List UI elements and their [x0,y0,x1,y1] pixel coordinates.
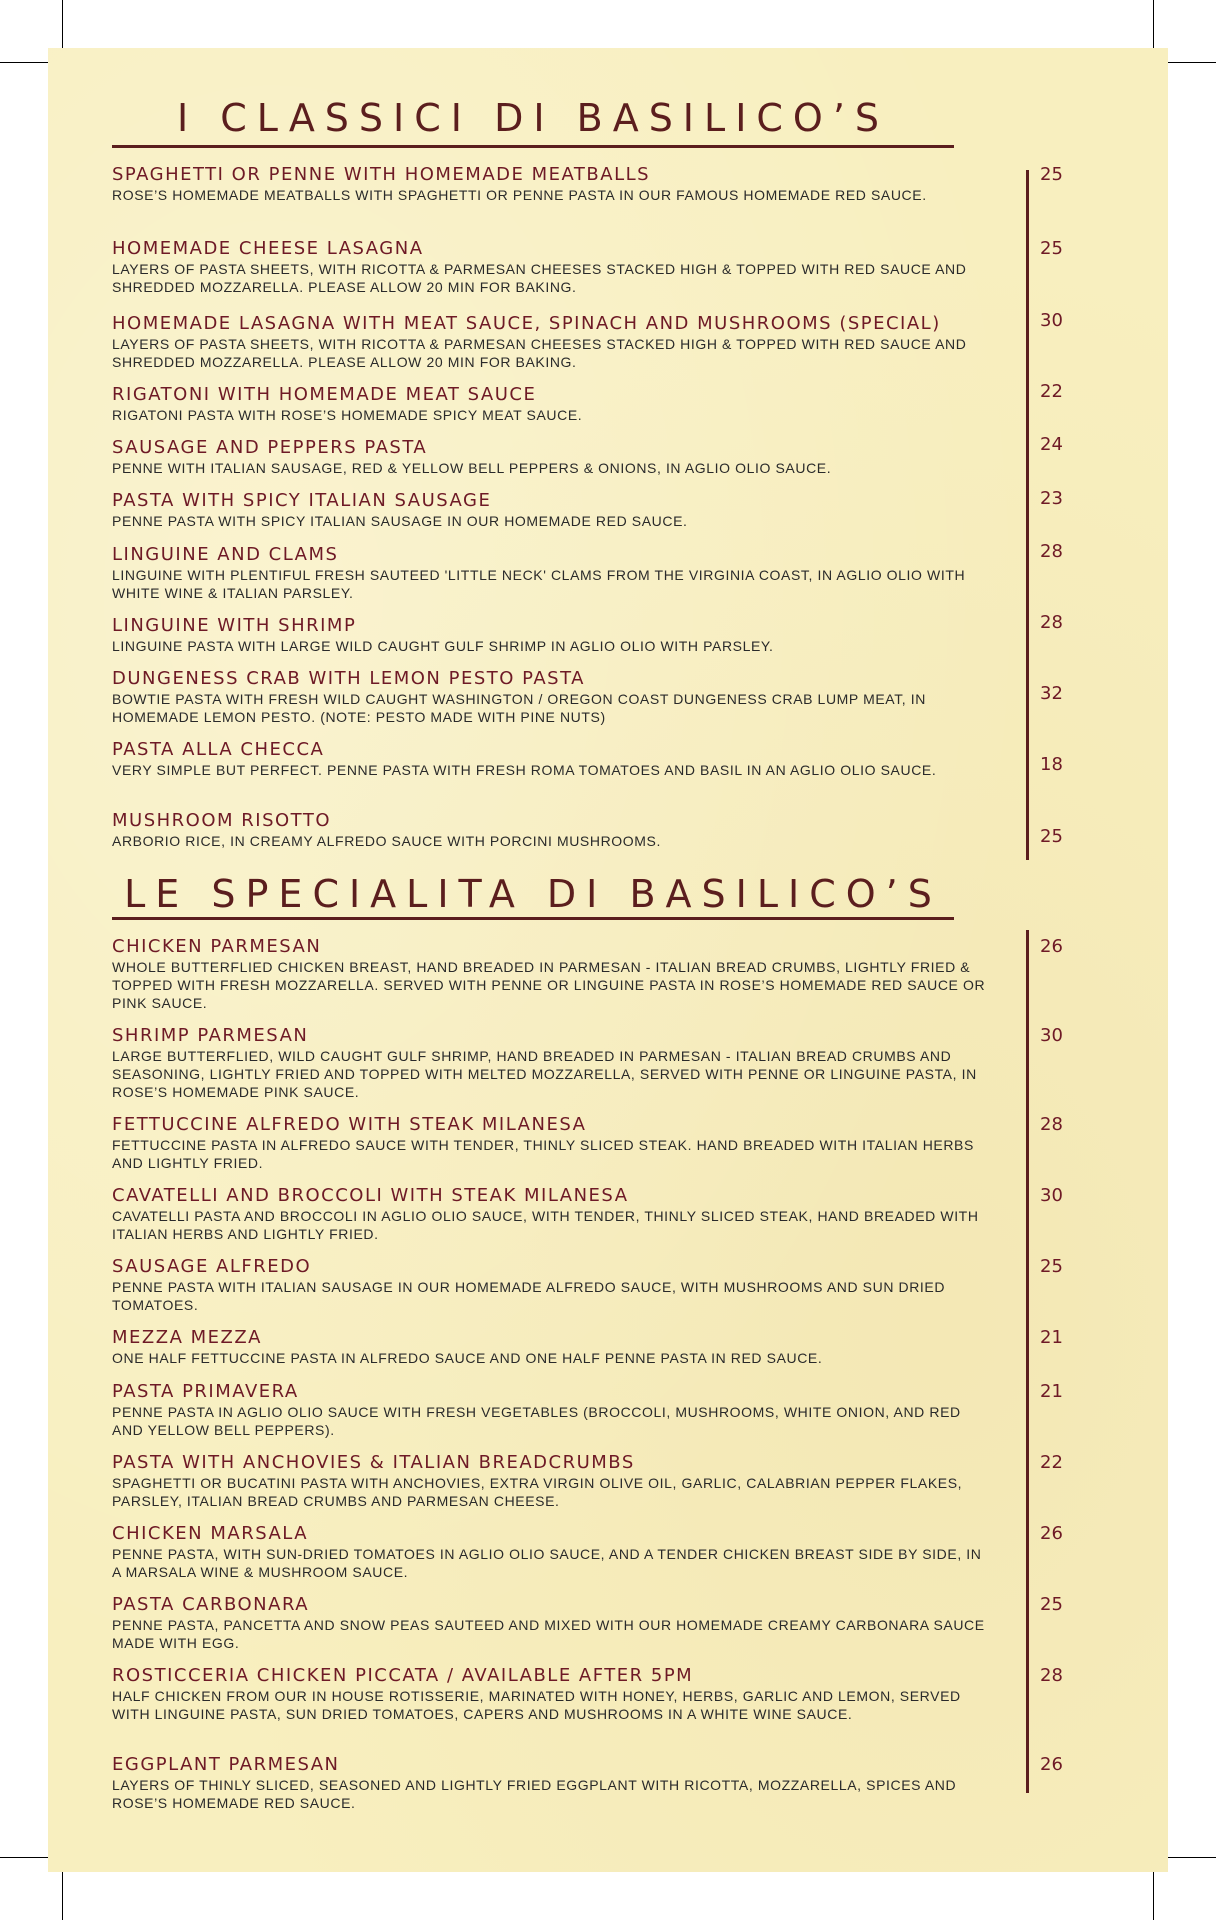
menu-item [112,544,992,602]
crop-mark [1168,62,1216,63]
menu-item [112,1452,992,1510]
menu-item-name: EGGPLANT PARMESAN [112,1754,340,1775]
menu-item-name: CAVATELLI AND BROCCOLI WITH STEAK MILANESA [112,1185,629,1206]
menu-item [112,739,992,779]
section-rule [112,145,954,148]
menu-item-price: 25 [1040,826,1063,847]
menu-item-description: VERY SIMPLE BUT PERFECT. PENNE PASTA WITH FRESH ROMA TOMATOES AND BASIL IN AN AGLIO OLIO SAUCE. [112,762,937,778]
menu-item-name: SAUSAGE ALFREDO [112,1256,312,1277]
menu-item [112,668,992,726]
section-rule [112,917,954,920]
menu-item-description: PENNE PASTA WITH ITALIAN SAUSAGE IN OUR HOMEMADE ALFREDO SAUCE, WITH MUSHROOMS AND SUN DRIED TOMATOES. [112,1279,946,1313]
menu-item-price: 26 [1040,1754,1063,1775]
menu-item-name: SAUSAGE AND PEPPERS PASTA [112,437,428,458]
crop-mark [1168,1857,1216,1858]
crop-mark [0,1857,48,1858]
menu-item-description: ONE HALF FETTUCCINE PASTA IN ALFREDO SAUCE AND ONE HALF PENNE PASTA IN RED SAUCE. [112,1350,823,1366]
menu-item-name: CHICKEN PARMESAN [112,936,322,957]
crop-mark [0,62,48,63]
menu-item [112,936,992,1012]
menu-item [112,1327,992,1367]
crop-mark [62,0,63,48]
menu-item-name: RIGATONI WITH HOMEMADE MEAT SAUCE [112,384,537,405]
price-column-divider [1026,930,1029,1793]
menu-item [112,238,992,296]
menu-item-description: FETTUCCINE PASTA IN ALFREDO SAUCE WITH TENDER, THINLY SLICED STEAK. HAND BREADED WITH ITALIAN HERBS AND LIGHTLY FRIED. [112,1137,974,1171]
menu-item-name: LINGUINE AND CLAMS [112,544,339,565]
menu-item-description: RIGATONI PASTA WITH ROSE’S HOMEMADE SPICY MEAT SAUCE. [112,407,583,423]
menu-item-name: HOMEMADE LASAGNA WITH MEAT SAUCE, SPINACH AND MUSHROOMS (SPECIAL) [112,313,941,334]
menu-item [112,810,992,850]
menu-item-name: FETTUCCINE ALFREDO WITH STEAK MILANESA [112,1114,587,1135]
menu-item-description: SPAGHETTI OR BUCATINI PASTA WITH ANCHOVIES, EXTRA VIRGIN OLIVE OIL, GARLIC, CALABRIAN PEPPER FLAKES, PARSLEY, ITALIAN BREAD CRUMBS AND PARMESAN CHEESE. [112,1475,963,1509]
menu-item-name: PASTA CARBONARA [112,1594,310,1615]
menu-item-price: 26 [1040,1523,1063,1544]
section-title-specialita: LE SPECIALITA DI BASILICO’S [124,872,942,916]
menu-item [112,384,992,424]
menu-item-description: PENNE PASTA, PANCETTA AND SNOW PEAS SAUTEED AND MIXED WITH OUR HOMEMADE CREAMY CARBONARA SAUCE MADE WITH EGG. [112,1617,985,1651]
menu-item-price: 32 [1040,683,1063,704]
menu-item-description: ARBORIO RICE, IN CREAMY ALFREDO SAUCE WITH PORCINI MUSHROOMS. [112,833,661,849]
menu-item-name: PASTA PRIMAVERA [112,1381,299,1402]
menu-item-name: LINGUINE WITH SHRIMP [112,615,357,636]
menu-item-price: 26 [1040,936,1063,957]
menu-item [112,1114,992,1172]
menu-item-price: 18 [1040,754,1063,775]
menu-item-description: PENNE WITH ITALIAN SAUSAGE, RED & YELLOW BELL PEPPERS & ONIONS, IN AGLIO OLIO SAUCE. [112,460,832,476]
menu-item-price: 22 [1040,1452,1063,1473]
menu-item-name: SHRIMP PARMESAN [112,1025,309,1046]
menu-item-description: PENNE PASTA WITH SPICY ITALIAN SAUSAGE IN OUR HOMEMADE RED SAUCE. [112,513,688,529]
menu-item-description: LARGE BUTTERFLIED, WILD CAUGHT GULF SHRIMP, HAND BREADED IN PARMESAN - ITALIAN BREAD CRUMBS AND SEASONING, LIGHTLY FRIED AND TOPPED WITH MELTED MOZZARELLA, SERVED WITH PENNE OR LINGUINE PASTA, IN ROSE’S HOMEMADE PINK SAUCE. [112,1048,977,1100]
menu-item-description: ROSE’S HOMEMADE MEATBALLS WITH SPAGHETTI OR PENNE PASTA IN OUR FAMOUS HOMEMADE RED SAUCE. [112,187,927,203]
price-column-divider [1026,170,1029,860]
menu-item-name: CHICKEN MARSALA [112,1523,309,1544]
menu-item-price: 28 [1040,612,1063,633]
crop-mark [62,1872,63,1920]
menu-item-description: LAYERS OF PASTA SHEETS, WITH RICOTTA & PARMESAN CHEESES STACKED HIGH & TOPPED WITH RED SAUCE AND SHREDDED MOZZARELLA. PLEASE ALLOW 20 MIN FOR BAKING. [112,261,967,295]
menu-item-description: PENNE PASTA IN AGLIO OLIO SAUCE WITH FRESH VEGETABLES (BROCCOLI, MUSHROOMS, WHITE ONION, AND RED AND YELLOW BELL PEPPERS). [112,1404,961,1438]
menu-item [112,490,992,530]
menu-item-name: MEZZA MEZZA [112,1327,262,1348]
menu-item-name: PASTA ALLA CHECCA [112,739,325,760]
menu-item-price: 28 [1040,1114,1063,1135]
menu-item-name: ROSTICCERIA CHICKEN PICCATA / AVAILABLE AFTER 5PM [112,1665,694,1686]
menu-item [112,1754,992,1812]
menu-item-price: 23 [1040,488,1063,509]
menu-item-description: LINGUINE WITH PLENTIFUL FRESH SAUTEED 'LITTLE NECK' CLAMS FROM THE VIRGINIA COAST, IN AGLIO OLIO WITH WHITE WINE & ITALIAN PARSLEY. [112,567,966,601]
menu-item [112,1185,992,1243]
menu-item [112,164,992,204]
menu-item-price: 30 [1040,1025,1063,1046]
menu-item-price: 21 [1040,1381,1063,1402]
menu-item-price: 25 [1040,1594,1063,1615]
menu-item-price: 30 [1040,1185,1063,1206]
menu-item-name: SPAGHETTI OR PENNE WITH HOMEMADE MEATBALLS [112,164,651,185]
menu-item [112,1381,992,1439]
menu-item [112,1594,992,1652]
menu-item-description: HALF CHICKEN FROM OUR IN HOUSE ROTISSERIE, MARINATED WITH HONEY, HERBS, GARLIC AND LEMON, SERVED WITH LINGUINE PASTA, SUN DRIED TOMATOES, CAPERS AND MUSHROOMS IN A WHITE WINE SAUCE. [112,1688,961,1722]
menu-item-price: 25 [1040,238,1063,259]
menu-item-description: WHOLE BUTTERFLIED CHICKEN BREAST, HAND BREADED IN PARMESAN - ITALIAN BREAD CRUMBS, LIGHTLY FRIED & TOPPED WITH FRESH MOZZARELLA. SERVED WITH PENNE OR LINGUINE PASTA IN ROSE’S HOMEMADE RED SAUCE OR PINK SAUCE. [112,959,986,1011]
menu-item-description: LAYERS OF PASTA SHEETS, WITH RICOTTA & PARMESAN CHEESES STACKED HIGH & TOPPED WITH RED SAUCE AND SHREDDED MOZZARELLA. PLEASE ALLOW 20 MIN FOR BAKING. [112,336,967,370]
menu-item-name: MUSHROOM RISOTTO [112,810,332,831]
menu-item-description: PENNE PASTA, WITH SUN-DRIED TOMATOES IN AGLIO OLIO SAUCE, AND A TENDER CHICKEN BREAST SIDE BY SIDE, IN A MARSALA WINE & MUSHROOM SAUCE. [112,1546,982,1580]
menu-item [112,437,992,477]
menu-item-price: 28 [1040,1665,1063,1686]
menu-item-price: 25 [1040,1256,1063,1277]
menu-item [112,615,992,655]
menu-item-name: PASTA WITH ANCHOVIES & ITALIAN BREADCRUMBS [112,1452,635,1473]
crop-mark [1153,0,1154,48]
menu-item [112,1256,992,1314]
menu-item-price: 24 [1040,434,1063,455]
menu-item-price: 21 [1040,1327,1063,1348]
menu-item [112,1665,992,1723]
menu-item-description: LINGUINE PASTA WITH LARGE WILD CAUGHT GULF SHRIMP IN AGLIO OLIO WITH PARSLEY. [112,638,774,654]
menu-item-name: PASTA WITH SPICY ITALIAN SAUSAGE [112,490,492,511]
crop-mark [1153,1872,1154,1920]
menu-item-description: LAYERS OF THINLY SLICED, SEASONED AND LIGHTLY FRIED EGGPLANT WITH RICOTTA, MOZZARELLA, SPICES AND ROSE’S HOMEMADE RED SAUCE. [112,1777,957,1811]
menu-item-name: DUNGENESS CRAB WITH LEMON PESTO PASTA [112,668,585,689]
menu-item-price: 30 [1040,310,1063,331]
menu-item-description: BOWTIE PASTA WITH FRESH WILD CAUGHT WASHINGTON / OREGON COAST DUNGENESS CRAB LUMP MEAT, IN HOMEMADE LEMON PESTO. (NOTE: PESTO MADE WITH PINE NUTS) [112,691,926,725]
menu-item-price: 28 [1040,541,1063,562]
menu-item [112,1025,992,1101]
section-title-classici: I CLASSICI DI BASILICO’S [176,96,890,140]
menu-item-price: 22 [1040,381,1063,402]
menu-item-name: HOMEMADE CHEESE LASAGNA [112,238,424,259]
menu-item [112,313,992,371]
menu-item-price: 25 [1040,164,1063,185]
menu-item-description: CAVATELLI PASTA AND BROCCOLI IN AGLIO OLIO SAUCE, WITH TENDER, THINLY SLICED STEAK, HAND BREADED WITH ITALIAN HERBS AND LIGHTLY FRIED. [112,1208,979,1242]
menu-item [112,1523,992,1581]
